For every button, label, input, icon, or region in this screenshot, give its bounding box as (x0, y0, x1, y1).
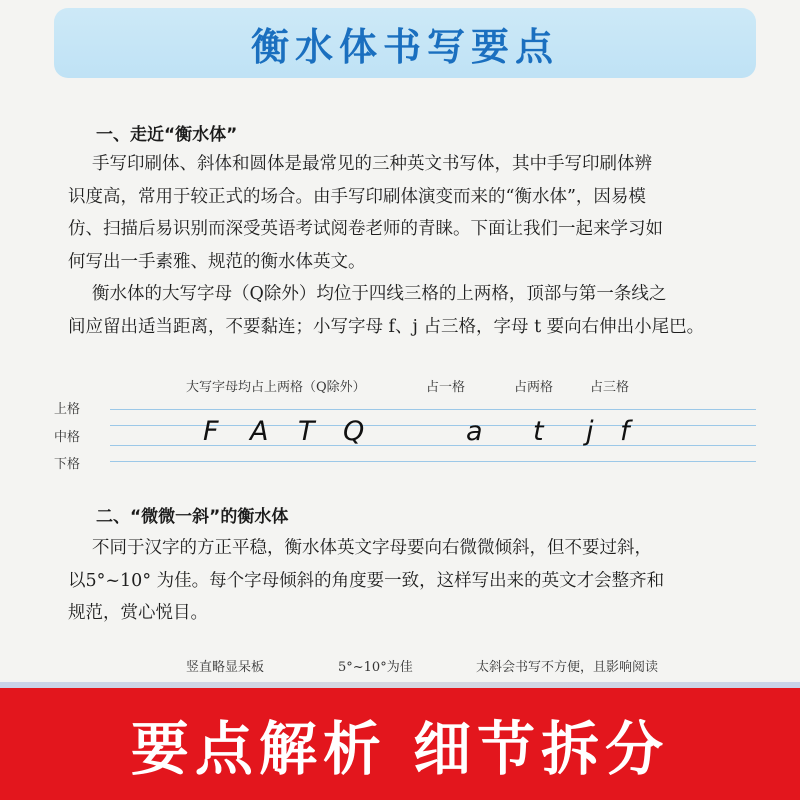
section-heading-1: 一、走近“衡水体” (96, 125, 238, 145)
section1-paragraph-1 (68, 148, 768, 278)
caption-vertical: 竖直略显呆板 (186, 660, 265, 675)
letter-j: j (586, 416, 594, 447)
paragraph-line: 衡水体的大写字母（Q除外）均位于四线三格的上两格，顶部与第一条线之 (92, 284, 667, 304)
letter-F: F (203, 416, 219, 447)
letter-A: A (250, 416, 269, 447)
caption-ideal-slant: 5°~10°为佳 (338, 660, 413, 675)
paragraph-line: 识度高，常用于较正式的场合。由手写印刷体演变而来的“衡水体”，因易模 (68, 186, 646, 207)
paragraph-line: 规范，赏心悦目。 (68, 603, 208, 623)
paragraph-line: 间应留出适当距离，不要黏连；小写字母 f、j 占三格，字母 t 要向右伸出小尾巴。 (68, 316, 705, 337)
paragraph-line: 以5°~10° 为佳。每个字母倾斜的角度要一致，这样写出来的英文才会整齐和 (68, 570, 665, 591)
section1-paragraph-2 (68, 278, 768, 343)
letter-f: f (620, 416, 630, 447)
letter-Q: Q (343, 416, 365, 447)
staff-line-1 (110, 409, 756, 410)
paragraph-line: 何写出一手素雅、规范的衡水体英文。 (68, 251, 366, 272)
paragraph-line: 手写印刷体、斜体和圆体是最常见的三种英文书写体，其中手写印刷体辨 (92, 154, 652, 174)
promo-banner (0, 688, 800, 800)
title-banner (54, 8, 756, 78)
staff-line-4 (110, 461, 756, 462)
caption-one-cell: 占一格 (426, 380, 466, 395)
caption-three-cells: 占三格 (590, 380, 630, 395)
paragraph-line: 不同于汉字的方正平稳，衡水体英文字母要向右微微倾斜，但不要过斜， (92, 538, 652, 558)
letter-a: a (466, 416, 483, 447)
label-lower-cell: 下格 (54, 457, 81, 472)
caption-two-cells: 占两格 (514, 380, 554, 395)
promo-banner-text: 要点解析 细节拆分 (130, 715, 670, 783)
caption-uppercase: 大写字母均占上两格（Q除外） (186, 380, 366, 395)
section-heading-2: 二、“微微一斜”的衡水体 (96, 507, 289, 527)
label-upper-cell: 上格 (54, 402, 81, 417)
label-middle-cell: 中格 (54, 430, 81, 445)
caption-too-slanted: 太斜会书写不方便，且影响阅读 (476, 660, 659, 675)
page-title: 衡水体书写要点 (250, 23, 559, 69)
letter-t: t (533, 416, 544, 447)
section2-paragraph (68, 532, 768, 630)
paragraph-line: 仿、扫描后易识别而深受英语考试阅卷老师的青睐。下面让我们一起来学习如 (68, 219, 663, 239)
letter-T: T (298, 416, 315, 447)
